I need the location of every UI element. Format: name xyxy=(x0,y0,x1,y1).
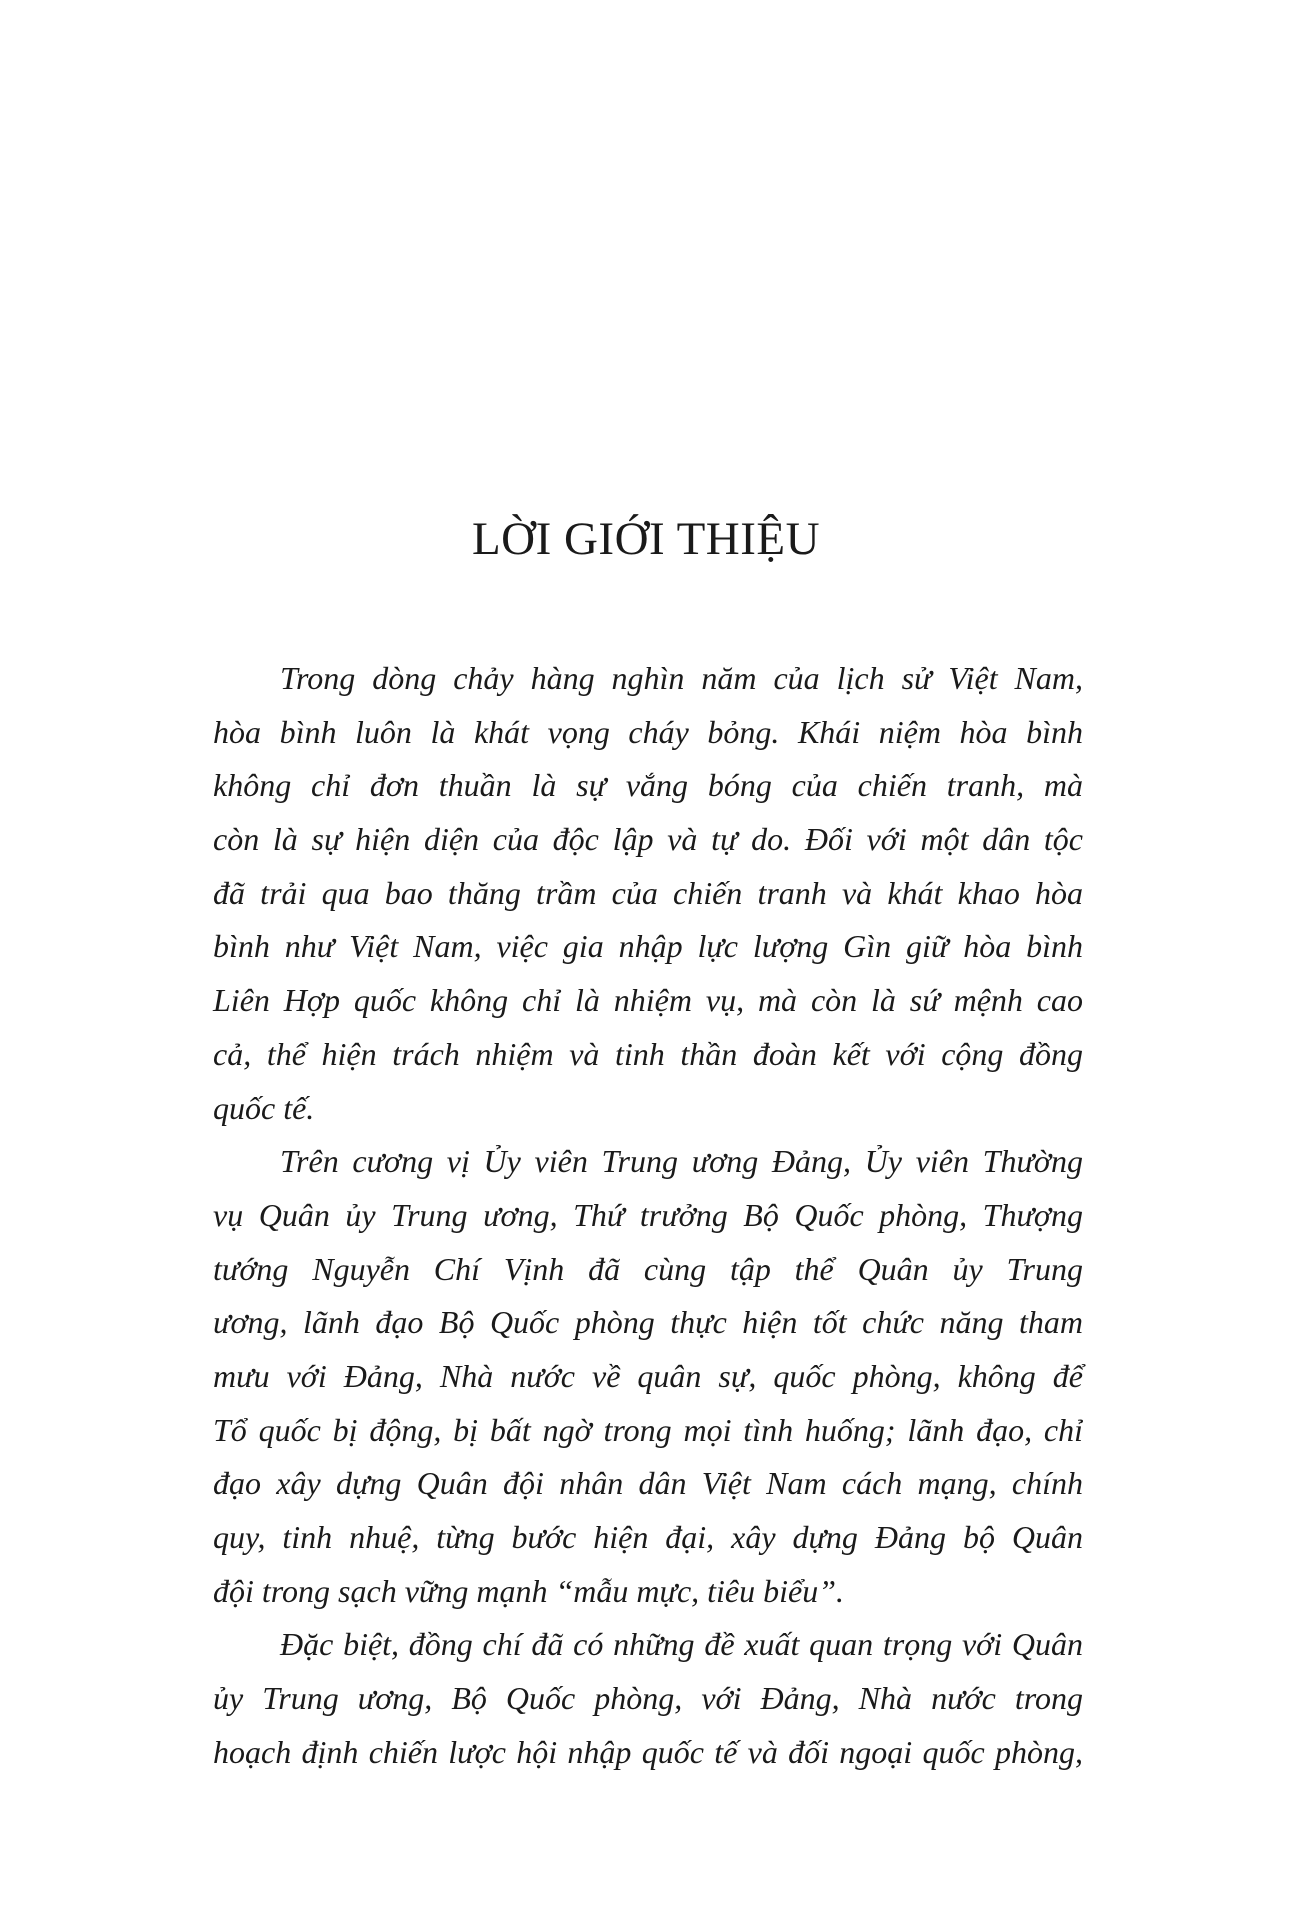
text-line: không chỉ đơn thuần là sự vắng bóng của chiến tranh, mà xyxy=(213,767,1083,804)
text-line: mưu với Đảng, Nhà nước về quân sự, quốc phòng, không để xyxy=(213,1357,1083,1394)
text-line: Đặc biệt, đồng chí đã có những đề xuất quan trọng với Quân xyxy=(280,1626,1083,1663)
text-line: hoạch định chiến lược hội nhập quốc tế và đối ngoại quốc phòng, xyxy=(213,1733,1083,1770)
text-line: hòa bình luôn là khát vọng cháy bỏng. Khái niệm hòa bình xyxy=(213,713,1083,750)
text-line: Trên cương vị Ủy viên Trung ương Đảng, Ủy viên Thường xyxy=(280,1143,1083,1180)
text-line: vụ Quân ủy Trung ương, Thứ trưởng Bộ Quốc phòng, Thượng xyxy=(213,1196,1083,1233)
text-line: tướng Nguyễn Chí Vịnh đã cùng tập thể Quân ủy Trung xyxy=(213,1250,1083,1287)
text-line: đạo xây dựng Quân đội nhân dân Việt Nam cách mạng, chính xyxy=(213,1465,1083,1502)
page-title: LỜI GIỚI THIỆU xyxy=(471,513,821,565)
text-line: quy, tinh nhuệ, từng bước hiện đại, xây dựng Đảng bộ Quân xyxy=(213,1519,1083,1555)
body-text xyxy=(213,652,1083,1779)
text-line: đã trải qua bao thăng trầm của chiến tranh và khát khao hòa xyxy=(213,874,1083,911)
text-line: đội trong sạch vững mạnh “mẫu mực, tiêu biểu”. xyxy=(213,1572,845,1609)
text-line: quốc tế. xyxy=(213,1089,315,1126)
text-line: ương, lãnh đạo Bộ Quốc phòng thực hiện tốt chức năng tham xyxy=(213,1304,1083,1341)
paragraph-1 xyxy=(213,652,1083,1135)
text-line: bình như Việt Nam, việc gia nhập lực lượng Gìn giữ hòa bình xyxy=(213,928,1083,965)
text-line: Liên Hợp quốc không chỉ là nhiệm vụ, mà còn là sứ mệnh cao xyxy=(213,982,1083,1019)
text-line: ủy Trung ương, Bộ Quốc phòng, với Đảng, Nhà nước trong xyxy=(213,1680,1083,1717)
paragraph-3 xyxy=(213,1618,1083,1779)
text-line: Tổ quốc bị động, bị bất ngờ trong mọi tình huống; lãnh đạo, chỉ xyxy=(213,1411,1083,1448)
text-line: Trong dòng chảy hàng nghìn năm của lịch sử Việt Nam, xyxy=(280,660,1083,696)
text-line: còn là sự hiện diện của độc lập và tự do. Đối với một dân tộc xyxy=(213,821,1083,858)
paragraph-2 xyxy=(213,1135,1083,1618)
text-line: cả, thể hiện trách nhiệm và tinh thần đoàn kết với cộng đồng xyxy=(213,1035,1083,1072)
